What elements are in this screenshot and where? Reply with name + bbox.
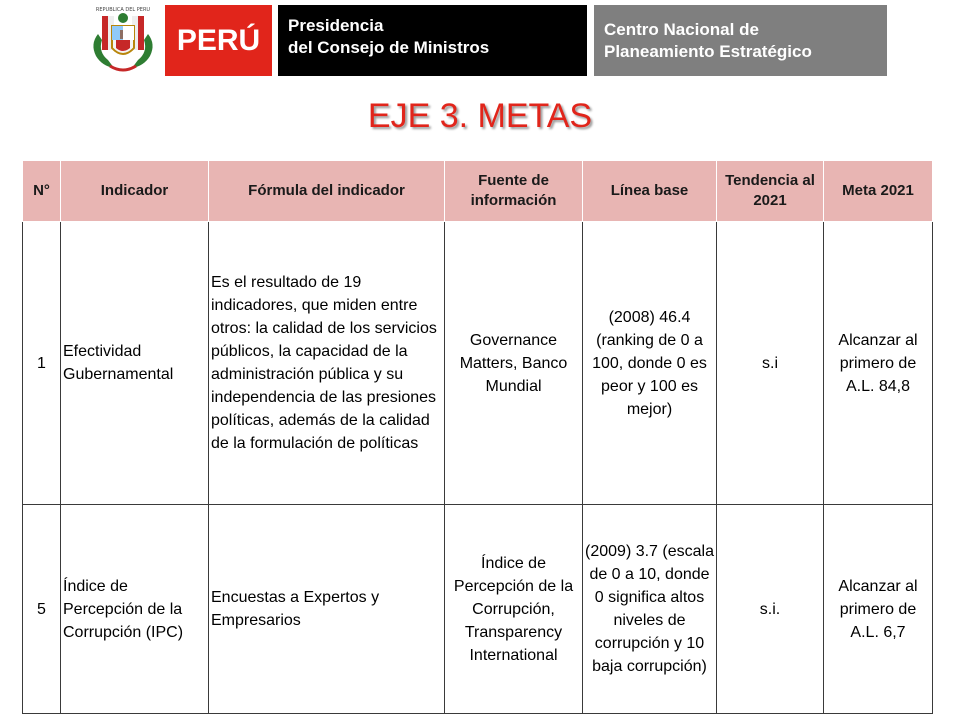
- goals-table: [22, 160, 933, 714]
- row-trend: s.i.: [717, 505, 824, 714]
- row-num: 1: [23, 222, 61, 505]
- page-title: EJE 3. METAS: [367, 97, 593, 135]
- header-source: Fuente de información: [445, 161, 583, 222]
- row-baseline: (2009) 3.7 (escala de 0 a 10, donde 0 significa altos niveles de corrupción y 10 baja corrupción): [583, 505, 717, 714]
- coat-of-arms-icon: [88, 4, 158, 76]
- header-bar: [0, 0, 960, 80]
- ceplan-line-1: Centro Nacional de: [604, 20, 759, 39]
- header-trend: Tendencia al 2021: [717, 161, 824, 222]
- pcm-line-2: del Consejo de Ministros: [288, 38, 490, 57]
- header-goal: Meta 2021: [824, 161, 933, 222]
- header-baseline: Línea base: [583, 161, 717, 222]
- pcm-line-1: Presidencia: [288, 16, 384, 35]
- peru-badge: [165, 5, 272, 76]
- coat-of-arms-lettering: REPUBLICA DEL PERU: [95, 7, 151, 13]
- table-row: [23, 222, 933, 505]
- table-header-row: [23, 161, 933, 222]
- row-indicator: Índice de Percepción de la Corrupción (IPC): [61, 505, 209, 714]
- header-num: N°: [23, 161, 61, 222]
- row-goal: Alcanzar al primero de A.L. 6,7: [824, 505, 933, 714]
- header-indicator: Indicador: [61, 161, 209, 222]
- ceplan-line-2: Planeamiento Estratégico: [604, 42, 812, 61]
- peru-label: PERÚ: [176, 23, 261, 57]
- row-source: Índice de Percepción de la Corrupción, Transparency International: [445, 505, 583, 714]
- row-formula: Encuestas a Expertos y Empresarios: [209, 505, 445, 714]
- row-baseline: (2008) 46.4 (ranking de 0 a 100, donde 0 es peor y 100 es mejor): [583, 222, 717, 505]
- row-num: 5: [23, 505, 61, 714]
- row-trend: s.i: [717, 222, 824, 505]
- header-formula: Fórmula del indicador: [209, 161, 445, 222]
- row-formula: Es el resultado de 19 indicadores, que miden entre otros: la calidad de los servicios públicos, la capacidad de la administración pública y su independencia de las presiones políticas, además de la calidad de la formulación de políticas: [209, 222, 445, 505]
- row-source: Governance Matters, Banco Mundial: [445, 222, 583, 505]
- pcm-badge: [278, 5, 587, 76]
- row-indicator: Efectividad Gubernamental: [61, 222, 209, 505]
- ceplan-badge: [594, 5, 887, 76]
- row-goal: Alcanzar al primero de A.L. 84,8: [824, 222, 933, 505]
- table-row: [23, 505, 933, 714]
